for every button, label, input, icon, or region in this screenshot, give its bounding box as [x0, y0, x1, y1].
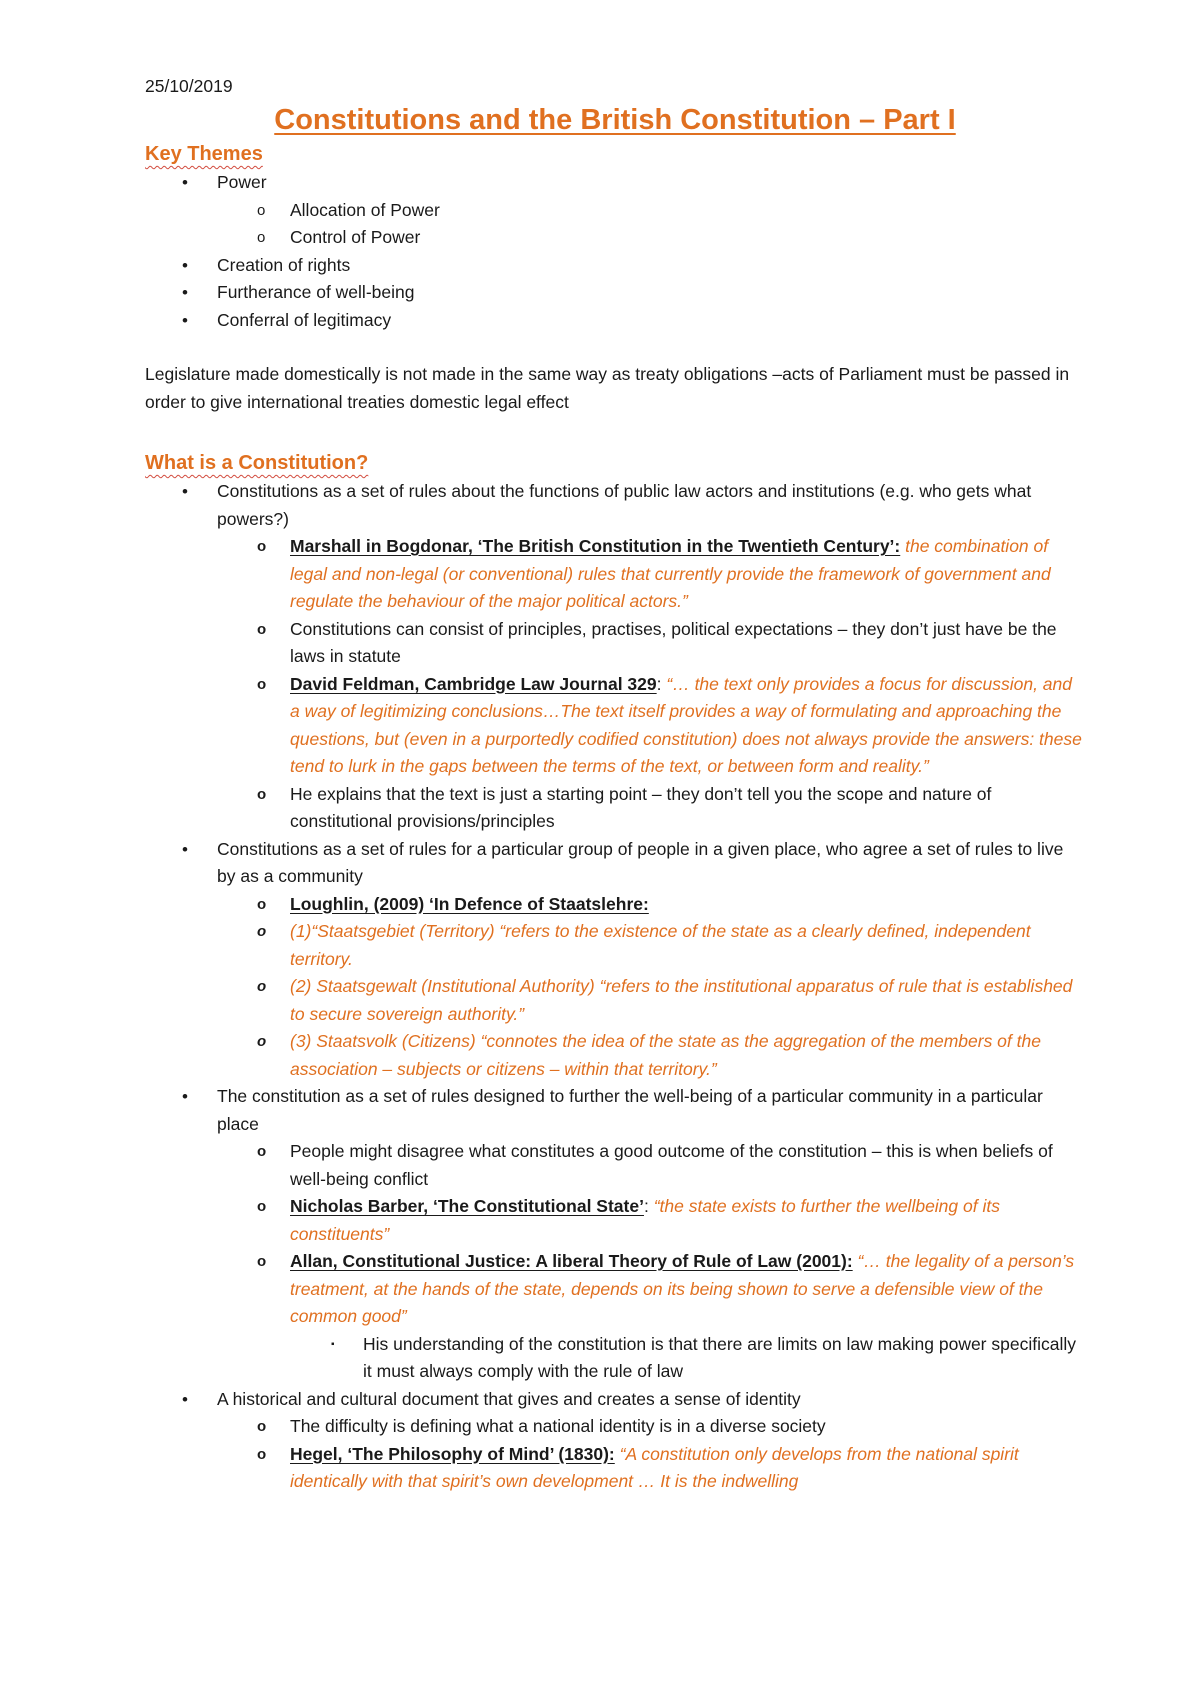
source-citation: Allan, Constitutional Justice: A liberal Theory of Rule of Law (2001): — [290, 1251, 853, 1271]
sub-bullet-marker: o — [257, 923, 267, 940]
list-item — [145, 533, 1085, 616]
list-item — [145, 973, 1085, 1028]
square-bullet-marker: ▪ — [331, 1338, 335, 1350]
sub-bullet-marker: o — [257, 538, 267, 555]
sub-bullet-marker: o — [257, 895, 267, 913]
list-item: • Constitutions as a set of rules for a particular group of people in a given place, who agree a set of rules to live by as a community — [145, 836, 1085, 891]
quote: (2) Staatsgewalt (Institutional Authority) “refers to the institutional apparatus of rule that is established to secure sovereign authority.” — [290, 976, 1073, 1024]
sub-bullet-marker: o — [257, 1143, 267, 1160]
list-item — [145, 891, 1085, 919]
sub-bullet-marker: o — [257, 978, 267, 995]
bullet-marker: • — [182, 255, 188, 275]
list-item: • Conferral of legitimacy — [145, 307, 1085, 335]
list-item: • A historical and cultural document that gives and creates a sense of identity — [145, 1386, 1085, 1414]
bullet-marker: • — [182, 482, 188, 501]
list-item: • Creation of rights — [145, 252, 1085, 280]
source-citation: Hegel, ‘The Philosophy of Mind’ (1830): — [290, 1443, 615, 1464]
list-item: o Control of Power — [145, 224, 1085, 252]
list-item: o Allocation of Power — [145, 197, 1085, 225]
list-item: o The difficulty is defining what a national identity is in a diverse society — [145, 1413, 1085, 1441]
sub-bullet-marker: o — [257, 675, 267, 693]
list-item: • Constitutions as a set of rules about the functions of public law actors and institutions (e.g. who gets what powers?) — [145, 478, 1085, 533]
key-themes-heading: Key Themes — [145, 143, 263, 165]
list-item: o People might disagree what constitutes a good outcome of the constitution – this is when beliefs of well-being conflict — [145, 1138, 1085, 1193]
quote: “A constitution only develops from the national spirit identically with that spirit’s own development … It is the indwelling — [290, 1443, 1019, 1491]
what-is-list — [145, 478, 1085, 1496]
list-item: o David Feldman, Cambridge Law Journal 329: “… the text only provides a focus for discussion, and a way of legitimizing conclusions…The text itself provides a way of formulating and approaching the questions, but (even in a purportedly codified constitution) does not always provide the answers: these tend to lurk in the gaps between the terms of the text, or between form and reality.” — [145, 671, 1085, 781]
bullet-marker: • — [182, 1087, 188, 1106]
document-date: 25/10/2019 — [145, 76, 233, 96]
list-item: ▪ His understanding of the constitution is that there are limits on law making power specifically it must always comply with the rule of law — [145, 1331, 1085, 1386]
quote: (3) Staatsvolk (Citizens) “connotes the idea of the state as the aggregation of the members of the association – subjects or citizens – within that territory.” — [290, 1031, 1041, 1079]
list-item — [145, 1248, 1085, 1331]
source-citation: Loughlin, (2009) ‘In Defence of Staatslehre: — [290, 893, 649, 914]
list-item — [145, 1028, 1085, 1083]
sub-bullet-marker: o — [257, 620, 267, 638]
sub-bullet-marker: o — [257, 785, 267, 803]
sub-bullet-marker: o — [257, 229, 266, 246]
list-item: • Power — [145, 169, 1085, 197]
sub-bullet-marker: o — [257, 1198, 267, 1215]
quote: the combination of legal and non-legal (or conventional) rules that currently provide the framework of government and regulate the behaviour of the major political actors.” — [290, 536, 1051, 611]
bullet-marker: • — [182, 839, 188, 859]
key-themes-list — [145, 169, 1085, 334]
quote: “… the legality of a person’s treatment, at the hands of the state, depends on its being shown to serve a defensible view of the common good” — [290, 1251, 1075, 1326]
sub-bullet-marker: o — [257, 1418, 267, 1435]
source-citation: David Feldman, Cambridge Law Journal 329 — [290, 673, 657, 694]
list-item: o Constitutions can consist of principles, practises, political expectations – they don’t just have be the laws in statute — [145, 616, 1085, 671]
quote: “the state exists to further the wellbeing of its constituents” — [290, 1196, 1000, 1244]
sub-bullet-marker: o — [257, 1253, 267, 1270]
list-item — [145, 918, 1085, 973]
sub-bullet-marker: o — [257, 1033, 267, 1050]
what-is-heading: What is a Constitution? — [145, 452, 369, 474]
quote: (1)“Staatsgebiet (Territory) “refers to the existence of the state as a clearly defined, independent territory. — [290, 921, 1031, 969]
quote: “… the text only provides a focus for discussion, and a way of legitimizing conclusions…The text itself provides a way of formulating and approaching the questions, but (even in a purportedly codified constitution) does not always provide the answers: these tend to lurk in the gaps between the terms of the text, or between form and reality.” — [290, 673, 1082, 776]
bullet-marker: • — [182, 1389, 188, 1409]
bullet-marker: • — [182, 310, 188, 330]
sub-bullet-marker: o — [257, 1445, 267, 1463]
list-item: o Nicholas Barber, ‘The Constitutional State’: “the state exists to further the wellbeing of its constituents” — [145, 1193, 1085, 1248]
intro-paragraph: Legislature made domestically is not made in the same way as treaty obligations –acts of Parliament must be passed in order to give international treaties domestic legal effect — [145, 364, 1070, 412]
source-citation: Nicholas Barber, ‘The Constitutional State’ — [290, 1196, 644, 1216]
list-item — [145, 1441, 1085, 1496]
bullet-marker: • — [182, 283, 188, 302]
bullet-marker: • — [182, 173, 188, 192]
source-citation: Marshall in Bogdonar, ‘The British Constitution in the Twentieth Century’: — [290, 536, 901, 556]
list-item: • Furtherance of well-being — [145, 279, 1085, 307]
list-item: • The constitution as a set of rules designed to further the well-being of a particular community in a particular place — [145, 1083, 1085, 1138]
list-item: o He explains that the text is just a starting point – they don’t tell you the scope and nature of constitutional provisions/principles — [145, 781, 1085, 836]
document-title: Constitutions and the British Constitution – Part I — [274, 104, 956, 136]
document-page — [145, 73, 1085, 1496]
sub-bullet-marker: o — [257, 201, 266, 219]
